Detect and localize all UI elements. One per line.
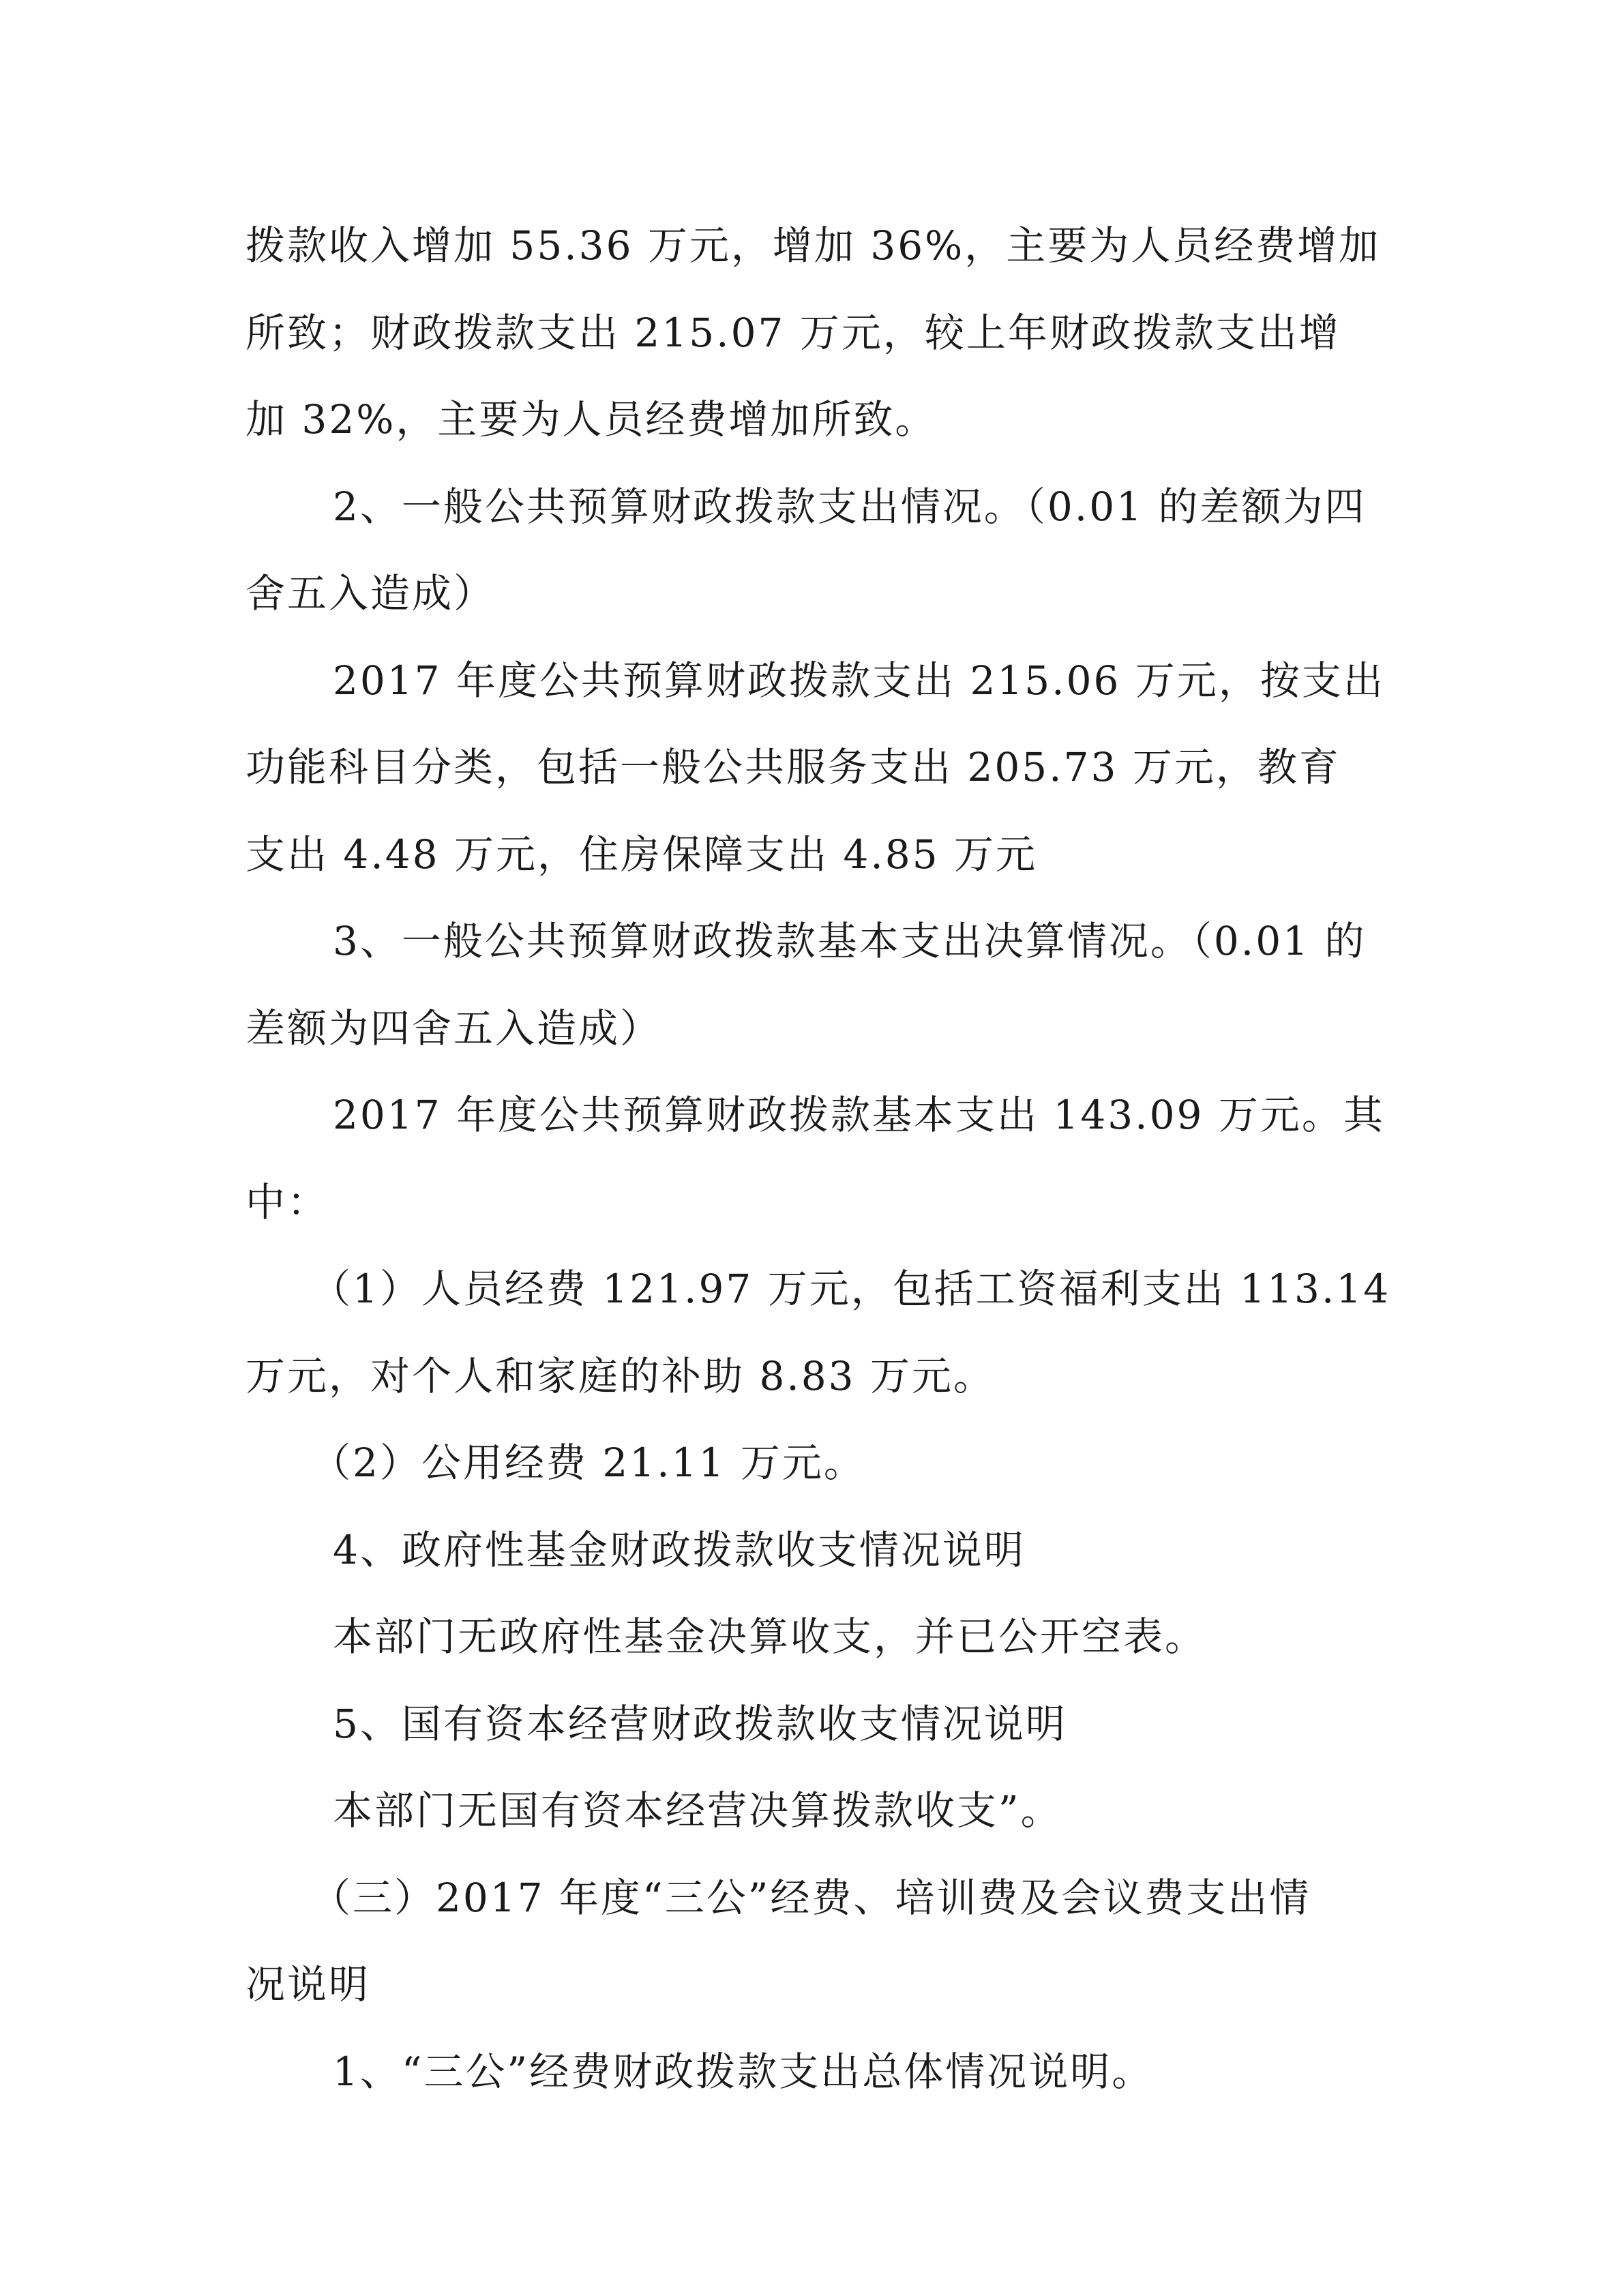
section-heading: 5、国有资本经营财政拨款收支情况说明 [333,1701,1067,1747]
text-line: 支出 4.48 万元，住房保障支出 4.85 万元 [245,831,1038,878]
text-line: 所致；财政拨款支出 215.07 万元，较上年财政拨款支出增 [245,310,1341,356]
text-line: 本部门无政府性基金决算收支，并已公开空表。 [333,1613,1207,1660]
text-line: （2）公用经费 21.11 万元。 [311,1440,865,1486]
text-line: 功能科目分类，包括一般公共服务支出 205.73 万元，教育 [245,744,1341,790]
text-line: 2017 年度公共预算财政拨款基本支出 143.09 万元。其 [333,1092,1385,1138]
section-heading: 4、政府性基金财政拨款收支情况说明 [333,1527,1026,1573]
text-line: 况说明 [245,1961,371,2008]
text-line: 万元，对个人和家庭的补助 8.83 万元。 [245,1353,996,1399]
text-line: （1）人员经费 121.97 万元，包括工资福利支出 113.14 [311,1266,1391,1312]
section-heading: （三）2017 年度“三公”经费、培训费及会议费支出情 [311,1875,1311,1921]
text-line: 本部门无国有资本经营决算拨款收支”。 [333,1787,1062,1834]
text-line: 加 32%，主要为人员经费增加所致。 [245,396,937,443]
section-heading: 1、“三公”经费财政拨款支出总体情况说明。 [333,2048,1154,2095]
text-line: 拨款收入增加 55.36 万元，增加 36%，主要为人员经费增加 [245,222,1381,269]
text-line: 差额为四舍五入造成） [245,1005,662,1052]
section-heading: 3、一般公共预算财政拨款基本支出决算情况。（0.01 的 [333,918,1367,964]
text-line: 中： [245,1179,329,1225]
text-line: 舍五入造成） [245,570,496,616]
text-line: 2017 年度公共预算财政拨款支出 215.06 万元，按支出 [333,657,1385,704]
section-heading: 2、一般公共预算财政拨款支出情况。（0.01 的差额为四 [333,483,1367,530]
